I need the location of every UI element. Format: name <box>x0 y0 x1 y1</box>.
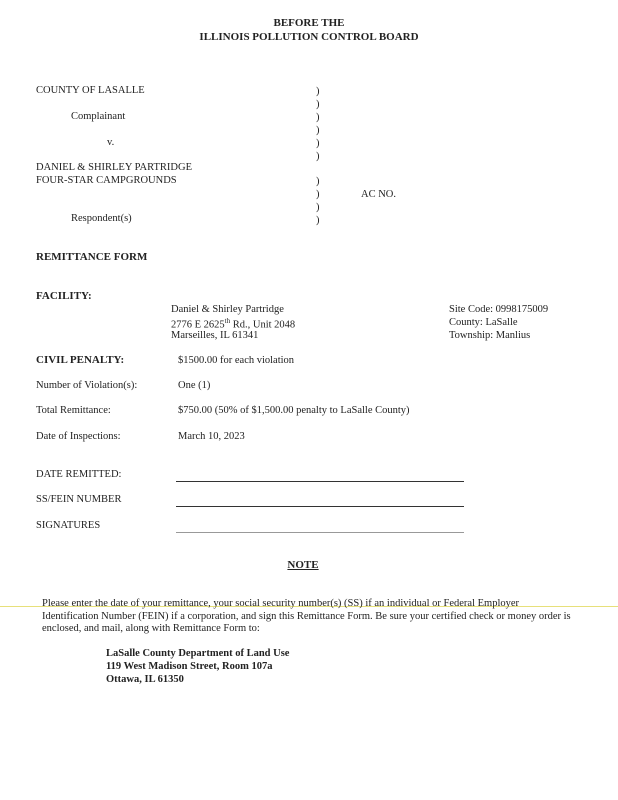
violations-value: One (1) <box>178 380 211 391</box>
facility-address-line3: Marseilles, IL 61341 <box>171 330 259 341</box>
caption-paren: ) <box>316 99 320 110</box>
caption-paren: ) <box>316 202 320 213</box>
facility-address-line1: Daniel & Shirley Partridge <box>171 304 284 315</box>
total-remittance-label: Total Remittance: <box>36 405 111 416</box>
township: Township: Manlius <box>449 330 531 341</box>
note-body: Please enter the date of your remittance, your social security number(s) (SS) if an individual or Federal Employer Identification Number (FEIN) if a corporation, and sign this Remittance Form. Be sure your certified check or money order is enclosed, and mail, along with Remittance Form to: <box>42 598 571 634</box>
caption-paren: ) <box>316 138 320 149</box>
signatures-label: SIGNATURES <box>36 520 101 531</box>
inspection-date-value: March 10, 2023 <box>178 431 245 442</box>
civil-penalty-value: $1500.00 for each violation <box>178 355 295 366</box>
header-title-line2: ILLINOIS POLLUTION CONTROL BOARD <box>199 31 419 43</box>
respondent-name: DANIEL & SHIRLEY PARTRIDGE <box>36 162 192 173</box>
mailing-address-line2: 119 West Madison Street, Room 107a <box>106 661 273 672</box>
note-title: NOTE <box>287 559 319 571</box>
complainant-name: COUNTY OF LASALLE <box>36 85 145 96</box>
date-remitted-line[interactable] <box>176 481 464 482</box>
caption-paren: ) <box>316 176 320 187</box>
mailing-address-line3: Ottawa, IL 61350 <box>106 674 184 685</box>
civil-penalty-label: CIVIL PENALTY: <box>36 354 125 366</box>
respondent-role: Respondent(s) <box>71 213 132 224</box>
form-title: REMITTANCE FORM <box>36 251 148 263</box>
site-code: Site Code: 0998175009 <box>449 304 549 315</box>
ss-fein-line[interactable] <box>176 506 464 507</box>
caption-paren: ) <box>316 112 320 123</box>
ss-fein-label: SS/FEIN NUMBER <box>36 494 122 505</box>
total-remittance-value: $750.00 (50% of $1,500.00 penalty to LaSalle County) <box>178 405 410 416</box>
versus-label: v. <box>107 137 115 148</box>
caption-paren: ) <box>316 86 320 97</box>
facility-label: FACILITY: <box>36 290 92 302</box>
caption-paren: ) <box>316 151 320 162</box>
caption-paren: ) <box>316 189 320 200</box>
signatures-line[interactable] <box>176 532 464 533</box>
case-number-label: AC NO. <box>361 189 397 200</box>
county: County: LaSalle <box>449 317 518 328</box>
date-remitted-label: DATE REMITTED: <box>36 469 122 480</box>
caption-paren: ) <box>316 125 320 136</box>
caption-paren: ) <box>316 215 320 226</box>
violations-label: Number of Violation(s): <box>36 380 138 391</box>
complainant-role: Complainant <box>71 111 126 122</box>
mailing-address-line1: LaSalle County Department of Land Use <box>106 648 290 659</box>
inspection-date-label: Date of Inspections: <box>36 431 121 442</box>
facility-address-line2: 2776 E 2625th Rd., Unit 2048 <box>171 317 296 331</box>
respondent-business: FOUR-STAR CAMPGROUNDS <box>36 175 177 186</box>
header-title-line1: BEFORE THE <box>273 17 345 29</box>
